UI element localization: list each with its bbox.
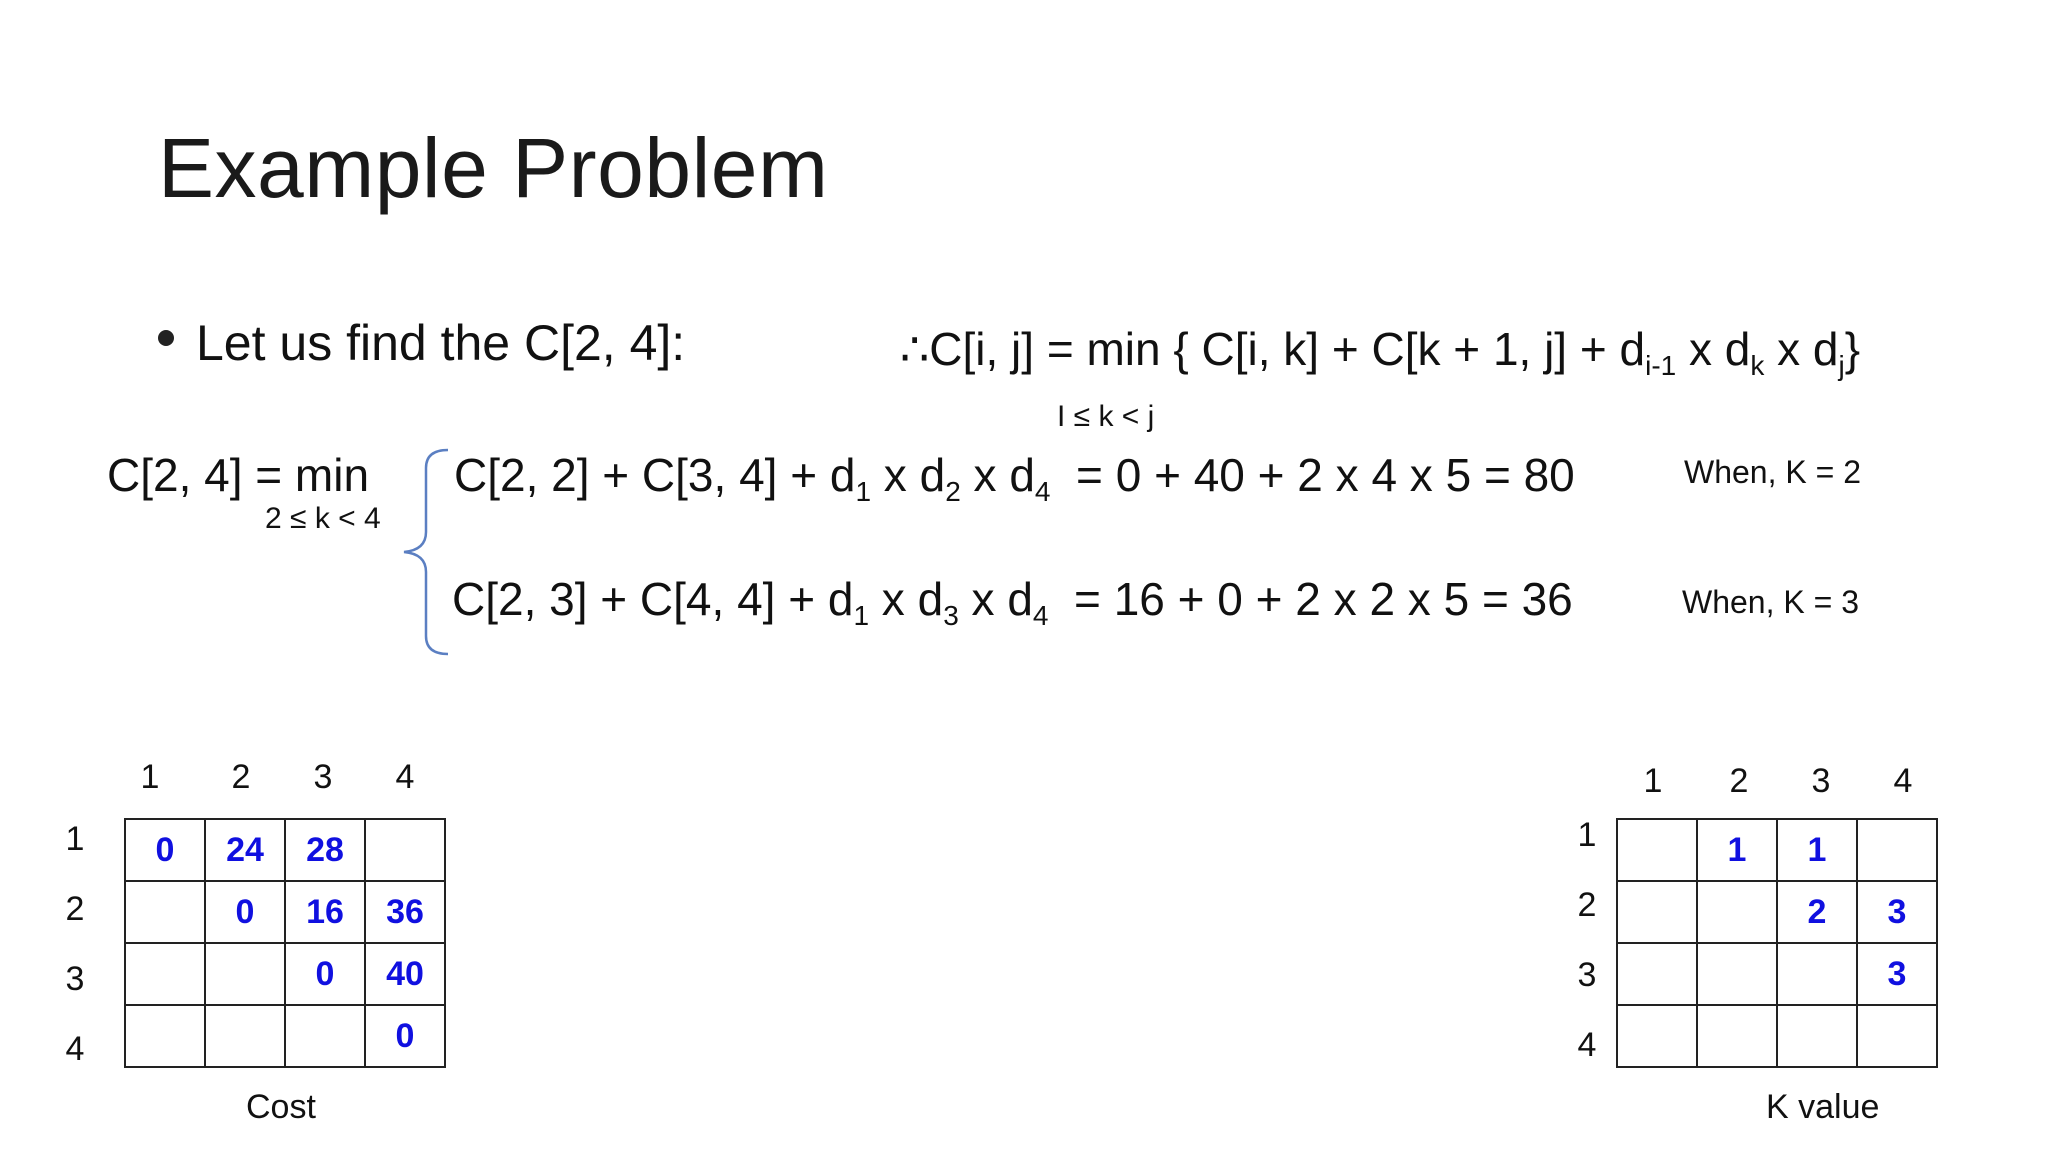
table-row bbox=[1617, 1005, 1937, 1067]
when-k3: When, K = 3 bbox=[1682, 584, 1859, 620]
cost-cell: 0 bbox=[205, 881, 285, 943]
formula-lhs: C[i, j] = min { C[i, k] + C[k + 1, j] + d bbox=[929, 323, 1646, 375]
cost-cell bbox=[365, 819, 445, 881]
k-cell bbox=[1857, 819, 1937, 881]
c24-k-range: 2 ≤ k < 4 bbox=[265, 502, 381, 535]
cost-col-header: 4 bbox=[395, 758, 415, 796]
k-cell bbox=[1857, 1005, 1937, 1067]
k-cell bbox=[1617, 819, 1697, 881]
table-row bbox=[125, 1005, 445, 1067]
k-cell bbox=[1697, 881, 1777, 943]
k-cell bbox=[1697, 1005, 1777, 1067]
equation-k3 bbox=[452, 572, 1573, 632]
eq1-sub-3: 4 bbox=[1034, 476, 1051, 507]
k-cell: 1 bbox=[1777, 819, 1857, 881]
cost-col-header: 3 bbox=[313, 758, 333, 796]
k-col-header: 1 bbox=[1643, 762, 1663, 800]
k-cell bbox=[1777, 1005, 1857, 1067]
formula-sub-j: j bbox=[1838, 350, 1845, 381]
eq1-part-b: x d bbox=[871, 449, 946, 501]
k-cell bbox=[1617, 1005, 1697, 1067]
formula-x1: x d bbox=[1676, 323, 1751, 375]
cost-cell: 0 bbox=[285, 943, 365, 1005]
eq2-sub-2: 3 bbox=[943, 600, 959, 631]
eq2-result: = 16 + 0 + 2 x 2 x 5 = 36 bbox=[1048, 573, 1573, 625]
eq1-sub-2: 2 bbox=[945, 476, 961, 507]
cost-col-header: 1 bbox=[140, 758, 160, 796]
table-row bbox=[125, 881, 445, 943]
k-cell bbox=[1777, 943, 1857, 1005]
cost-cell: 24 bbox=[205, 819, 285, 881]
k-row-header: 1 bbox=[1577, 816, 1597, 854]
k-row-header: 4 bbox=[1577, 1026, 1597, 1064]
formula-close: } bbox=[1844, 323, 1861, 375]
k-value-table bbox=[1616, 818, 1938, 1068]
cost-cell bbox=[205, 943, 285, 1005]
eq2-sub-3: 4 bbox=[1032, 600, 1049, 631]
k-col-header: 4 bbox=[1893, 762, 1913, 800]
k-col-header: 3 bbox=[1811, 762, 1831, 800]
cost-row-header: 3 bbox=[65, 960, 85, 998]
table-row bbox=[1617, 819, 1937, 881]
eq2-part-b: x d bbox=[869, 573, 944, 625]
table-row bbox=[1617, 943, 1937, 1005]
general-formula bbox=[900, 322, 1860, 382]
cost-row-header: 2 bbox=[65, 890, 85, 928]
cost-cell: 28 bbox=[285, 819, 365, 881]
cost-cell bbox=[285, 1005, 365, 1067]
k-cell: 2 bbox=[1777, 881, 1857, 943]
formula-x2: x d bbox=[1764, 323, 1839, 375]
cost-cell: 0 bbox=[125, 819, 205, 881]
cost-row-header: 1 bbox=[65, 820, 85, 858]
formula-sub-k: k bbox=[1750, 350, 1765, 381]
k-col-header: 2 bbox=[1729, 762, 1749, 800]
formula-sub-i1: i-1 bbox=[1645, 350, 1677, 381]
eq2-part-a: C[2, 3] + C[4, 4] + d bbox=[452, 573, 854, 625]
formula-k-range: I ≤ k < j bbox=[1057, 400, 1155, 433]
bullet-text: Let us find the C[2, 4]: bbox=[196, 315, 686, 371]
k-cell bbox=[1617, 881, 1697, 943]
eq1-result: = 0 + 40 + 2 x 4 x 5 = 80 bbox=[1050, 449, 1575, 501]
cost-cell: 36 bbox=[365, 881, 445, 943]
equation-k2 bbox=[454, 448, 1575, 508]
c24-label: C[2, 4] = min bbox=[107, 449, 370, 501]
k-row-header: 3 bbox=[1577, 956, 1597, 994]
table-row bbox=[1617, 881, 1937, 943]
k-cell bbox=[1617, 943, 1697, 1005]
cost-table bbox=[124, 818, 446, 1068]
k-table-caption: K value bbox=[1766, 1088, 1880, 1126]
when-k2: When, K = 2 bbox=[1684, 454, 1861, 490]
k-cell: 3 bbox=[1857, 943, 1937, 1005]
eq2-sub-1: 1 bbox=[853, 600, 870, 631]
cost-col-header: 2 bbox=[231, 758, 251, 796]
k-cell: 1 bbox=[1697, 819, 1777, 881]
cost-cell bbox=[205, 1005, 285, 1067]
cost-row-header: 4 bbox=[65, 1030, 85, 1068]
table-row bbox=[125, 819, 445, 881]
bullet-dot-icon bbox=[158, 330, 174, 346]
cost-cell bbox=[125, 881, 205, 943]
cost-cell: 0 bbox=[365, 1005, 445, 1067]
cost-cell: 16 bbox=[285, 881, 365, 943]
eq2-part-c: x d bbox=[958, 573, 1033, 625]
therefore-symbol: ∴ bbox=[900, 323, 930, 375]
k-row-header: 2 bbox=[1577, 886, 1597, 924]
curly-brace-icon bbox=[398, 446, 454, 658]
k-cell bbox=[1697, 943, 1777, 1005]
eq1-part-c: x d bbox=[960, 449, 1035, 501]
cost-cell: 40 bbox=[365, 943, 445, 1005]
table-row bbox=[125, 943, 445, 1005]
slide-title: Example Problem bbox=[158, 121, 829, 215]
k-cell: 3 bbox=[1857, 881, 1937, 943]
cost-table-caption: Cost bbox=[246, 1088, 316, 1126]
eq1-part-a: C[2, 2] + C[3, 4] + d bbox=[454, 449, 856, 501]
eq1-sub-1: 1 bbox=[855, 476, 872, 507]
cost-cell bbox=[125, 943, 205, 1005]
cost-cell bbox=[125, 1005, 205, 1067]
